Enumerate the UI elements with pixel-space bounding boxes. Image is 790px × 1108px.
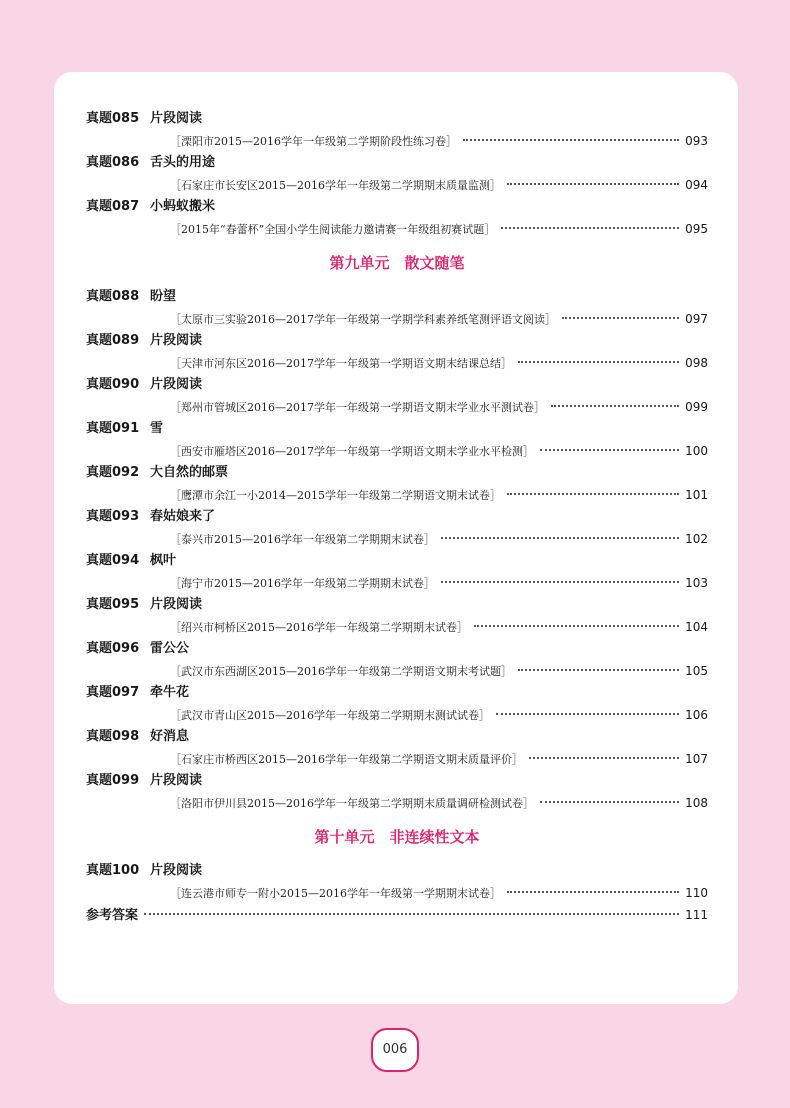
- answers-entry[interactable]: [86, 904, 708, 926]
- toc-entry[interactable]: [86, 374, 708, 418]
- entry-source: ［海宁市2015—2016学年一年级第二学期期末试卷］: [170, 577, 435, 590]
- entry-source: ［溧阳市2015—2016学年一年级第二学期阶段性练习卷］: [170, 135, 457, 148]
- entry-source-line: [86, 792, 708, 814]
- toc-entry[interactable]: [86, 506, 708, 550]
- toc-entry[interactable]: [86, 638, 708, 682]
- entry-page: 100: [685, 444, 708, 458]
- entry-title-line: [86, 860, 708, 882]
- entry-title-line: [86, 594, 708, 616]
- entry-source: ［太原市三实验2016—2017学年一年级第一学期学科素养纸笔测评语文阅读］: [170, 313, 556, 326]
- entry-title: 小蚂蚁搬米: [150, 199, 216, 214]
- entry-source-line: [86, 440, 708, 462]
- entry-number: 真题097: [86, 685, 140, 700]
- entry-title: 片段阅读: [150, 863, 203, 878]
- leader-dots: [144, 913, 679, 915]
- content-card: [54, 72, 738, 1004]
- entry-title-line: [86, 374, 708, 396]
- leader-dots: [540, 801, 679, 803]
- entry-page: 103: [685, 576, 708, 590]
- entry-title-line: [86, 330, 708, 352]
- toc-entry[interactable]: [86, 196, 708, 240]
- entry-title-line: [86, 462, 708, 484]
- entry-page: 106: [685, 708, 708, 722]
- leader-dots: [518, 361, 679, 363]
- entry-title-line: [86, 152, 708, 174]
- leader-dots: [441, 537, 679, 539]
- entry-source-line: [86, 748, 708, 770]
- page-number-badge: 006: [371, 1028, 419, 1072]
- leader-dots: [507, 493, 679, 495]
- entry-number: 真题090: [86, 377, 140, 392]
- entry-source: ［天津市河东区2016—2017学年一年级第一学期语文期末结课总结］: [170, 357, 512, 370]
- leader-dots: [562, 317, 679, 319]
- entry-title: 大自然的邮票: [150, 465, 229, 480]
- leader-dots: [501, 227, 679, 229]
- entry-number: 真题095: [86, 597, 140, 612]
- entry-title-line: [86, 682, 708, 704]
- entry-page: 102: [685, 532, 708, 546]
- entry-page: 104: [685, 620, 708, 634]
- entry-title-line: [86, 638, 708, 660]
- entry-source: ［武汉市东西湖区2015—2016学年一年级第二学期语文期末考试题］: [170, 665, 512, 678]
- entry-number: 真题085: [86, 111, 140, 126]
- entry-title: 片段阅读: [150, 773, 203, 788]
- entry-title: 片段阅读: [150, 597, 203, 612]
- entry-source: ［郑州市管城区2016—2017学年一年级第一学期语文期末学业水平测试卷］: [170, 401, 545, 414]
- entry-source: ［武汉市青山区2015—2016学年一年级第二学期期末测试试卷］: [170, 709, 490, 722]
- entry-source: ［连云港市师专一附小2015—2016学年一年级第一学期期末试卷］: [170, 887, 501, 900]
- entry-number: 真题089: [86, 333, 140, 348]
- entry-source-line: [86, 660, 708, 682]
- entry-source-line: [86, 396, 708, 418]
- entry-number: 真题088: [86, 289, 140, 304]
- entry-title-line: [86, 418, 708, 440]
- leader-dots: [463, 139, 679, 141]
- toc-entry[interactable]: [86, 550, 708, 594]
- toc-entry[interactable]: [86, 152, 708, 196]
- answers-label: 参考答案: [86, 908, 139, 923]
- entry-number: 真题100: [86, 863, 140, 878]
- unit-heading-9: 第九单元 散文随笔: [329, 254, 465, 272]
- leader-dots: [441, 581, 679, 583]
- entry-number: 真题098: [86, 729, 140, 744]
- unit-heading-10: 第十单元 非连续性文本: [314, 828, 480, 846]
- entry-source: ［石家庄市长安区2015—2016学年一年级第二学期期末质量监测］: [170, 179, 501, 192]
- entry-source-line: [86, 308, 708, 330]
- entry-title: 舌头的用途: [150, 155, 216, 170]
- entry-number: 真题093: [86, 509, 140, 524]
- entry-title: 片段阅读: [150, 333, 203, 348]
- entry-title: 雷公公: [150, 641, 190, 656]
- leader-dots: [496, 713, 679, 715]
- leader-dots: [474, 625, 679, 627]
- entry-title-line: [86, 770, 708, 792]
- entry-title: 片段阅读: [150, 111, 203, 126]
- entry-page: 108: [685, 796, 708, 810]
- entry-source-line: [86, 572, 708, 594]
- entry-source: ［泰兴市2015—2016学年一年级第二学期期末试卷］: [170, 533, 435, 546]
- toc-entry[interactable]: [86, 770, 708, 814]
- entry-page: 110: [685, 886, 708, 900]
- entry-title-line: [86, 108, 708, 130]
- entry-number: 真题092: [86, 465, 140, 480]
- entry-source: ［绍兴市柯桥区2015—2016学年一年级第二学期期末试卷］: [170, 621, 468, 634]
- toc-group-2: [86, 286, 708, 814]
- toc-entry[interactable]: [86, 594, 708, 638]
- entry-source: ［西安市雁塔区2016—2017学年一年级第一学期语文期末学业水平检测］: [170, 445, 534, 458]
- leader-dots: [518, 669, 679, 671]
- entry-source: ［鹰潭市余江一小2014—2015学年一年级第二学期语文期末试卷］: [170, 489, 501, 502]
- entry-source-line: [86, 484, 708, 506]
- leader-dots: [529, 757, 679, 759]
- entry-title: 春姑娘来了: [150, 509, 216, 524]
- entry-title-line: [86, 286, 708, 308]
- entry-number: 真题091: [86, 421, 140, 436]
- toc-entry[interactable]: [86, 860, 708, 904]
- entry-title-line: [86, 196, 708, 218]
- entry-source-line: [86, 174, 708, 196]
- leader-dots: [551, 405, 679, 407]
- entry-source-line: [86, 704, 708, 726]
- entry-page: 098: [685, 356, 708, 370]
- entry-source-line: [86, 616, 708, 638]
- entry-source: ［石家庄市桥西区2015—2016学年一年级第二学期语文期末质量评价］: [170, 753, 523, 766]
- entry-page: 097: [685, 312, 708, 326]
- entry-source-line: [86, 882, 708, 904]
- entry-title: 盼望: [150, 289, 177, 304]
- leader-dots: [540, 449, 679, 451]
- answers-page: 111: [685, 908, 708, 922]
- entry-source-line: [86, 528, 708, 550]
- toc-group-3: [86, 860, 708, 904]
- entry-number: 真题087: [86, 199, 140, 214]
- entry-page: 105: [685, 664, 708, 678]
- toc-entry[interactable]: [86, 286, 708, 330]
- entry-page: 107: [685, 752, 708, 766]
- entry-number: 真题094: [86, 553, 140, 568]
- entry-page: 099: [685, 400, 708, 414]
- entry-source: ［洛阳市伊川县2015—2016学年一年级第二学期期末质量调研检测试卷］: [170, 797, 534, 810]
- leader-dots: [507, 183, 679, 185]
- toc-entry[interactable]: [86, 418, 708, 462]
- toc-entry[interactable]: [86, 726, 708, 770]
- entry-page: 093: [685, 134, 708, 148]
- entry-title-line: [86, 726, 708, 748]
- entry-source-line: [86, 352, 708, 374]
- entry-source: ［2015年“春蕾杯”全国小学生阅读能力邀请赛一年级组初赛试题］: [170, 223, 496, 236]
- entry-title: 雪: [150, 421, 164, 436]
- toc-entry[interactable]: [86, 330, 708, 374]
- entry-page: 094: [685, 178, 708, 192]
- entry-page: 101: [685, 488, 708, 502]
- entry-title: 枫叶: [150, 553, 177, 568]
- toc-entry[interactable]: [86, 462, 708, 506]
- entry-number: 真题099: [86, 773, 140, 788]
- toc-entry[interactable]: [86, 108, 708, 152]
- entry-title-line: [86, 506, 708, 528]
- entry-number: 真题096: [86, 641, 140, 656]
- table-of-contents: [86, 108, 708, 926]
- leader-dots: [507, 891, 679, 893]
- entry-page: 095: [685, 222, 708, 236]
- entry-title: 好消息: [150, 729, 190, 744]
- entry-title-line: [86, 550, 708, 572]
- entry-number: 真题086: [86, 155, 140, 170]
- entry-source-line: [86, 218, 708, 240]
- entry-title: 牵牛花: [150, 685, 190, 700]
- toc-group-1: [86, 108, 708, 240]
- toc-entry[interactable]: [86, 682, 708, 726]
- entry-source-line: [86, 130, 708, 152]
- entry-title: 片段阅读: [150, 377, 203, 392]
